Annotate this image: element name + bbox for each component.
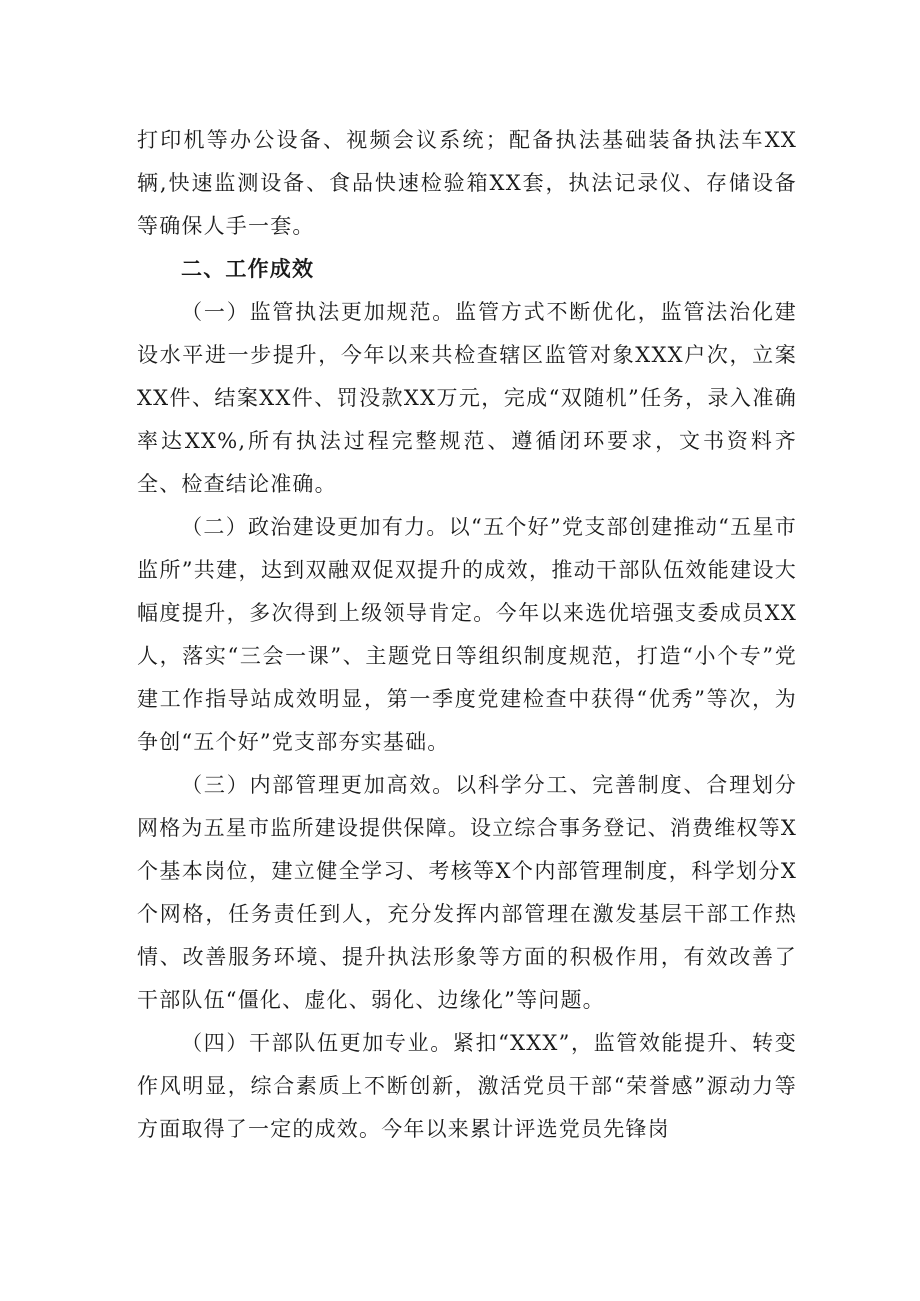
intro-paragraph: 打印机等办公设备、视频会议系统；配备执法基础装备执法车XX辆,快速监测设备、食品快速检验箱XX套，执法记录仪、存储设备等确保人手一套。 <box>137 128 797 238</box>
item-3-paragraph: （三）内部管理更加高效。以科学分工、完善制度、合理划分网格为五星市监所建设提供保障。设立综合事务登记、消费维权等X个基本岗位，建立健全学习、考核等X个内部管理制度，科学划分X个网格，任务责任到人，充分发挥内部管理在激发基层干部工作热情、改善服务环境、提升执法形象等方面的积极作用，有效改善了干部队伍“僵化、虚化、弱化、边缘化”等问题。 <box>137 773 797 1012</box>
document-body <box>137 119 797 1151</box>
item-2-paragraph: （二）政治建设更加有力。以“五个好”党支部创建推动“五星市监所”共建，达到双融双促双提升的成效，推动干部队伍效能建设大幅度提升，多次得到上级领导肯定。今年以来选优培强支委成员XX人，落实“三会一课”、主题党日等组织制度规范，打造“小个专”党建工作指导站成效明显，第一季度党建检查中获得“优秀”等次，为争创“五个好”党支部夯实基础。 <box>137 515 797 754</box>
item-4-paragraph: （四）干部队伍更加专业。紧扣“XXX”，监管效能提升、转变作风明显，综合素质上不断创新，激活党员干部“荣誉感”源动力等方面取得了一定的成效。今年以来累计评选党员先锋岗 <box>137 1031 797 1141</box>
section-heading: 二、工作成效 <box>181 257 315 281</box>
item-1-paragraph: （一）监管执法更加规范。监管方式不断优化，监管法治化建设水平进一步提升，今年以来共检查辖区监管对象XXX户次，立案XX件、结案XX件、罚没款XX万元，完成“双随机”任务，录入准确率达XX%,所有执法过程完整规范、遵循闭环要求，文书资料齐全、检查结论准确。 <box>137 300 797 496</box>
